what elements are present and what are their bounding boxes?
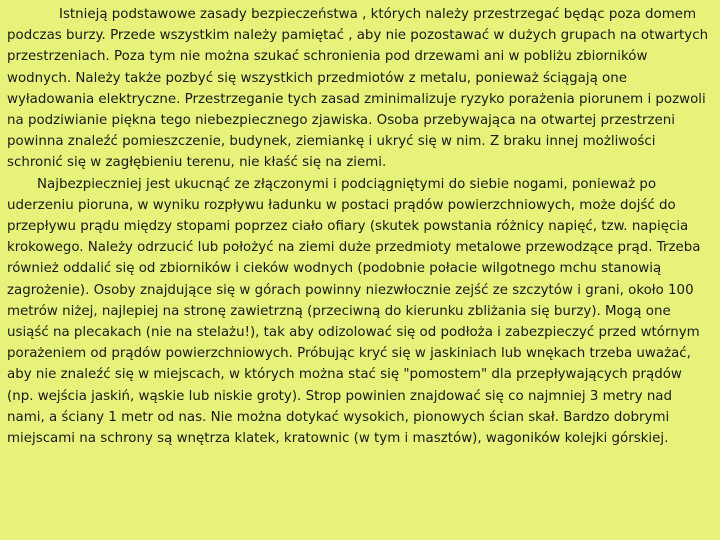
paragraph-1: Istnieją podstawowe zasady bezpieczeństwa , których należy przestrzegać będąc poza domem podczas burzy. Przede wszystkim należy pamiętać , aby nie pozostawać w dużych grupach na otwartych przestrzeniach. Poza tym nie można szukać schronienia pod drzewami ani w pobliżu zbiorników wodnych. Należy także pozbyć się wszystkich przedmiotów z metalu, ponieważ ściągają one wyładowania elektryczne. Przestrzeganie tych zasad zminimalizuje ryzyko porażenia piorunem i pozwoli na podziwianie piękna tego niebezpiecznego zjawiska. Osoba przebywająca na otwartej przestrzeni powinna znaleźć pomieszczenie, budynek, ziemiankę i ukryć się w nim. Z braku innej możliwości schronić się w zagłębieniu terenu, nie kłaść się na ziemi. [7,7,709,171]
paragraph-2: Najbezpieczniej jest ukucnąć ze złączonymi i podciągniętymi do siebie nogami, ponieważ po uderzeniu pioruna, w wyniku rozpływu ładunku w postaci prądów powierzchniowych, może dojść do przepływu prądu między stopami poprzez ciało ofiary (skutek powstania różnicy napięć, tzw. napięcia krokowego. Należy odrzucić lub położyć na ziemi duże przedmioty metalowe przewodzące prąd. Trzeba również oddalić się od zbiorników i cieków wodnych (podobnie połacie wilgotnego mchu stanowią zagrożenie). Osoby znajdujące się w górach powinny niezwłocznie zejść ze szczytów i grani, około 100 metrów niżej, najlepiej na stronę zawietrzną (przeciwną do kierunku zbliżania się burzy). Mogą one usiąść na plecakach (nie na stelażu!), tak aby odizolować się od podłoża i zabezpieczyć przed wtórnym porażeniem od prądów powierzchniowych. Próbując kryć się w jaskiniach lub wnękach trzeba uważać, aby nie znaleźć się w miejscach, w których można stać się "pomostem" dla przepływających prądów (np. wejścia jaskiń, wąskie lub niskie groty). Strop powinien znajdować się co najmniej 3 metry nad nami, a ściany 1 metr od nas. Nie można dotykać wysokich, pionowych ścian skał. Bardzo dobrymi miejscami na schrony są wnętrza klatek, kratownic (w tym i masztów), wagoników kolejki górskiej. [7,176,701,447]
